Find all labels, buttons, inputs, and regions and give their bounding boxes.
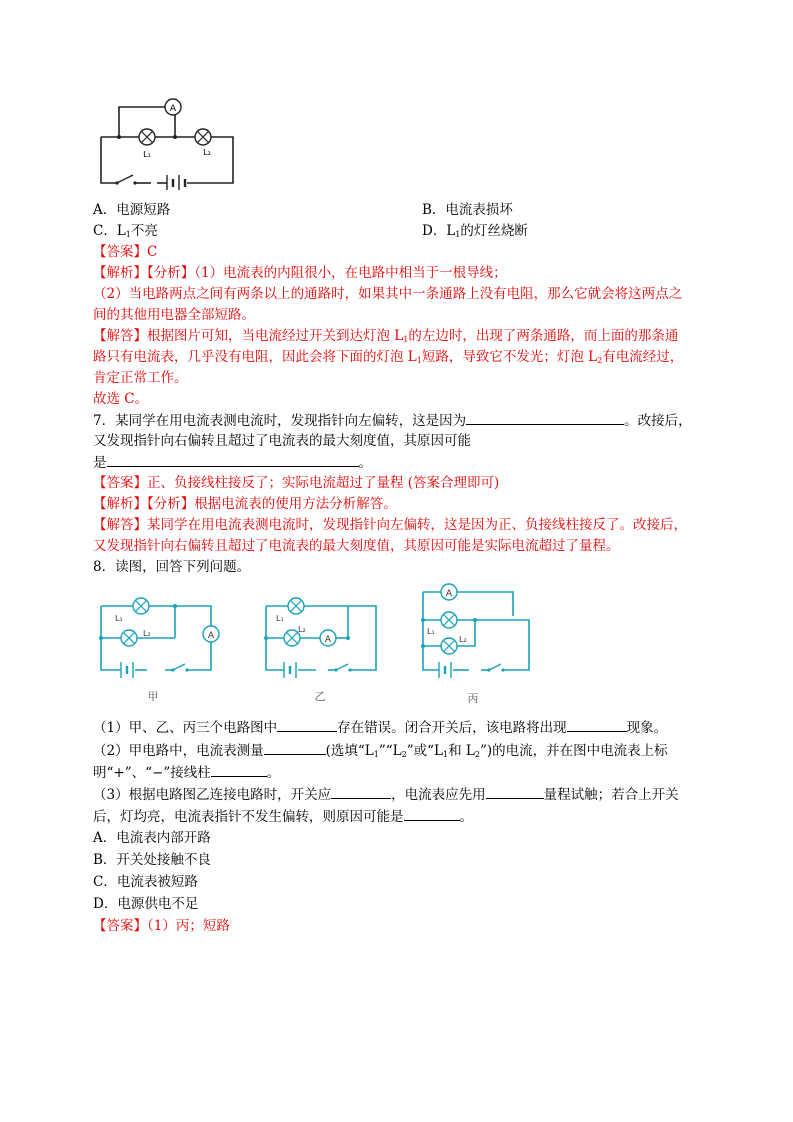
bing-ammeter-label: A xyxy=(445,589,453,599)
q6-answer: 【答案】C xyxy=(93,244,158,260)
bulb-l2-label: L₂ xyxy=(203,148,211,157)
q8-blank-1 xyxy=(277,717,337,732)
q6-solution-2: 路只有电流表，几乎没有电阻，因此会将下面的灯泡 $L_1$短路，导致它不发光；灯泡 $L_2$有电流经过， xyxy=(93,349,684,365)
q8-answer: 【答案】（1）丙；短路 xyxy=(93,918,230,934)
q8-title: 8．读图，回答下列问题。 xyxy=(93,559,251,575)
jia-caption: 甲 xyxy=(147,690,159,703)
q6-option-c: C．$L_1$不亮 xyxy=(93,223,158,239)
q6-solution-3: 肯定正常工作。 xyxy=(93,370,188,386)
q7-blank-2 xyxy=(107,452,359,467)
q8-option-d: D．电源供电不足 xyxy=(93,896,199,912)
q8-part-2-line-2: 明“+”、“−”接线柱 。 xyxy=(93,762,280,783)
q8-blank-3 xyxy=(264,740,326,755)
q6-option-a: A．电源短路 xyxy=(93,202,171,218)
q8-blank-2 xyxy=(567,717,627,732)
q7-line-1: 7．某同学在用电流表测电流时，发现指针向左偏转，这是因为 。改接后， xyxy=(93,410,692,431)
q7-solution-1: 【解答】某同学在用电流表测电流时，发现指针向左偏转，这是因为正、负接线柱接反了。改接后， xyxy=(93,517,687,533)
q8-part-1: （1）甲、乙、丙三个电路图中 存在错误。闭合开关后，该电路将出现 现象。 xyxy=(93,717,667,738)
q6-choice: 故选 C。 xyxy=(93,391,149,407)
q8-option-a: A．电流表内部开路 xyxy=(93,830,211,846)
q7-answer: 【答案】正、负接线柱接反了；实际电流超过了量程 (答案合理即可) xyxy=(93,475,500,491)
q6-solution-1: 【解答】根据图片可知，当电流经过开关到达灯泡 $L_1$的左边时，出现了两条通路，而上面的那条通 xyxy=(93,328,679,344)
yi-caption: 乙 xyxy=(314,690,326,703)
q7-solution-2: 又发现指针向右偏转且超过了电流表的最大刻度值，其原因可能是实际电流超过了量程。 xyxy=(93,538,620,554)
jia-ammeter-label: A xyxy=(207,631,215,641)
bing-caption: 丙 xyxy=(467,692,479,705)
q8-circuit-jia xyxy=(95,588,230,708)
q7-blank-1 xyxy=(466,410,624,425)
ammeter-label: A xyxy=(169,104,177,114)
jia-l1-label: L₁ xyxy=(115,614,123,623)
q8-option-b: B．开关处接触不良 xyxy=(93,852,211,868)
q8-part-3: （3）根据电路图乙连接电路时，开关应 ，电流表应先用 量程试触；若合上开关 xyxy=(93,784,679,805)
bulb-l1-label: L₁ xyxy=(143,150,151,159)
q8-blank-7 xyxy=(404,806,460,821)
bing-l2-label: L₂ xyxy=(459,635,467,644)
q6-analysis-3: 间的其他用电器全部短路。 xyxy=(93,307,255,323)
q6-analysis-1: 【解析】【分析】（1）电流表的内阻很小，在电路中相当于一根导线； xyxy=(93,265,507,281)
bing-l1-label: L₁ xyxy=(427,627,435,636)
jia-l2-label: L₂ xyxy=(143,629,151,638)
q7-analysis: 【解析】【分析】根据电流表的使用方法分析解答。 xyxy=(93,496,397,512)
q8-circuit-bing xyxy=(415,580,540,708)
q8-blank-6 xyxy=(486,784,544,799)
q8-circuit-yi xyxy=(258,588,388,708)
yi-l2-label: L₂ xyxy=(298,625,306,634)
q8-blank-4 xyxy=(211,762,267,777)
q8-part-3-line-2: 后，灯均亮，电流表指针不发生偏转，则原因可能是 。 xyxy=(93,806,473,827)
q6-option-b: B．电流表损坏 xyxy=(422,202,513,218)
q7-line-2: 又发现指针向右偏转且超过了电流表的最大刻度值，其原因可能 xyxy=(93,433,471,449)
q6-option-d: D．$L_1$的灯丝烧断 xyxy=(422,223,528,239)
q6-analysis-2: （2）当电路两点之间有两条以上的通路时，如果其中一条通路上没有电阻，那么它就会将这两点之 xyxy=(93,286,683,302)
q8-option-c: C．电流表被短路 xyxy=(93,874,198,890)
yi-ammeter-label: A xyxy=(324,635,332,645)
yi-l1-label: L₁ xyxy=(276,614,284,623)
q7-line-3: 是 。 xyxy=(93,452,372,473)
q6-circuit-diagram xyxy=(95,95,240,190)
q8-part-2: （2）甲电路中，电流表测量 (选填“$L_1”“L_2$”或“$L_1$和 $L_2$”)的电流，并在图中电流表上标 xyxy=(93,740,668,765)
q8-blank-5 xyxy=(331,784,391,799)
